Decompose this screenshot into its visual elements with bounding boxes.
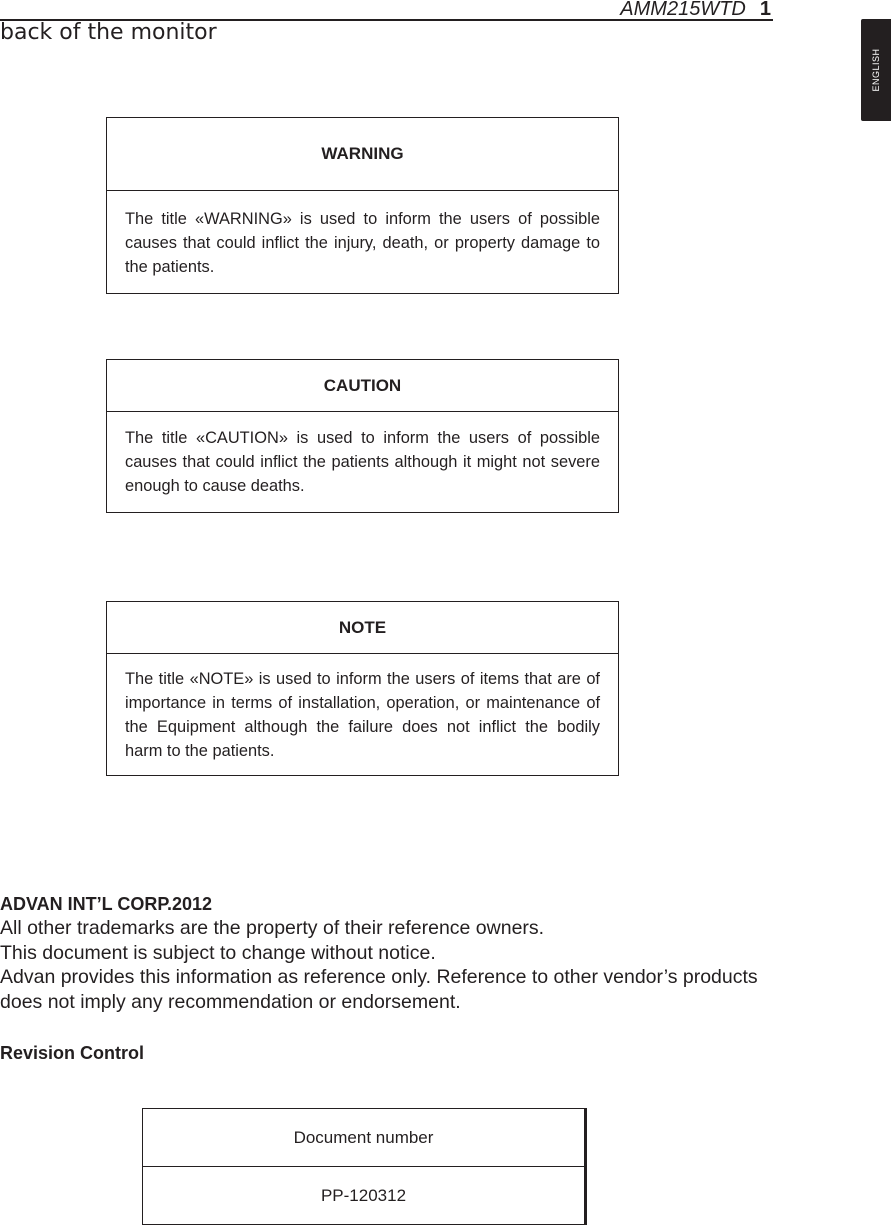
note-description: The title «NOTE» is used to inform the users of items that are of importance in terms of installation, operation, or maintenance of the Equipment although the failure does not inflict the bodily harm to the patients.: [125, 670, 600, 760]
legal-trademarks: All other trademarks are the property of their reference owners.: [0, 917, 545, 939]
document-number-value: PP-120312: [143, 1166, 584, 1224]
note-title: NOTE: [107, 602, 618, 654]
revision-control-heading: Revision Control: [0, 1043, 145, 1063]
warning-box: [106, 117, 619, 294]
note-box: [106, 601, 619, 776]
warning-title: WARNING: [107, 118, 618, 191]
page-number: 1: [759, 0, 771, 20]
language-tab-label: ENGLISH: [871, 48, 881, 92]
company-copyright: ADVAN INT’L CORP.2012: [0, 894, 213, 914]
legal-change-notice: This document is subject to change without notice.: [0, 941, 436, 964]
legal-notice: [0, 916, 760, 1014]
section-heading: back of the monitor: [0, 20, 217, 45]
document-number-table: [142, 1108, 587, 1225]
caution-description: The title «CAUTION» is used to inform the users of possible causes that could inflict the patients although it might not severe enough to cause deaths.: [125, 429, 600, 495]
caution-box: [106, 359, 619, 513]
legal-disclaimer: Advan provides this information as reference only. Reference to other vendor’s products does not imply any recommendation or endorsement.: [0, 966, 758, 1013]
caution-title: CAUTION: [107, 360, 618, 412]
document-number-label: Document number: [293, 1127, 434, 1147]
model-name: AMM215WTD: [620, 0, 746, 20]
document-header: [620, 0, 771, 21]
language-tab: [861, 19, 891, 121]
warning-description: The title «WARNING» is used to inform the users of possible causes that could inflict the injury, death, or property damage to the patients.: [125, 210, 600, 276]
